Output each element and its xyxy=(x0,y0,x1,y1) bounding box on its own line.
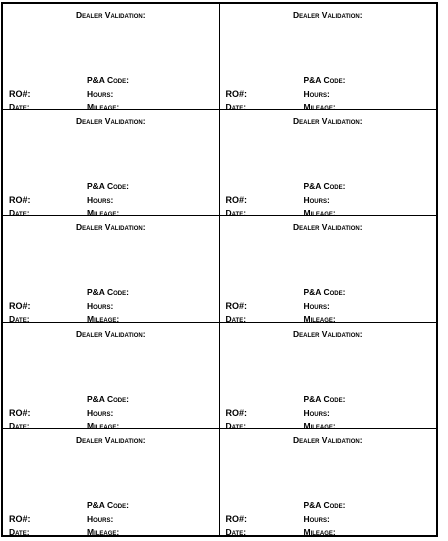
hours-label: Hours: xyxy=(87,513,114,524)
pa-code-label: P&A Code: xyxy=(87,75,129,85)
ro-number-label: RO#: xyxy=(9,195,31,206)
mileage-label: Mileage: xyxy=(303,526,336,537)
hours-label: Hours: xyxy=(303,195,330,206)
pa-code-label: P&A Code: xyxy=(303,287,346,298)
date-label: Date: xyxy=(225,420,247,431)
dealer-validation-title: Dealer Validation: xyxy=(292,328,363,339)
ro-number-label: RO#: xyxy=(9,407,31,418)
hours-label: Hours: xyxy=(87,89,114,99)
dealer-validation-title: Dealer Validation: xyxy=(292,116,363,127)
date-label: Date: xyxy=(9,102,30,112)
dealer-validation-title: Dealer Validation: xyxy=(75,222,146,233)
dealer-validation-title: Dealer Validation: xyxy=(292,10,363,20)
pa-code-label: P&A Code: xyxy=(87,393,129,404)
hours-label: Hours: xyxy=(87,195,114,206)
mileage-label: Mileage: xyxy=(303,314,336,325)
validation-card xyxy=(3,216,220,325)
validation-card xyxy=(220,110,437,219)
pa-code-label: P&A Code: xyxy=(87,499,129,510)
hours-label: Hours: xyxy=(303,407,330,418)
mileage-label: Mileage: xyxy=(87,420,120,431)
hours-label: Hours: xyxy=(87,407,114,418)
ro-number-label: RO#: xyxy=(225,407,248,418)
dealer-validation-title: Dealer Validation: xyxy=(75,434,146,445)
ro-number-label: RO#: xyxy=(225,195,248,206)
pa-code-label: P&A Code: xyxy=(303,181,346,192)
mileage-label: Mileage: xyxy=(87,208,120,219)
validation-card xyxy=(3,110,220,219)
ro-number-label: RO#: xyxy=(225,513,248,524)
pa-code-label: P&A Code: xyxy=(303,75,346,85)
ro-number-label: RO#: xyxy=(225,301,248,312)
ro-number-label: RO#: xyxy=(225,89,248,99)
validation-card xyxy=(3,429,220,535)
pa-code-label: P&A Code: xyxy=(87,181,129,192)
pa-code-label: P&A Code: xyxy=(303,393,346,404)
dealer-validation-title: Dealer Validation: xyxy=(292,222,363,233)
mileage-label: Mileage: xyxy=(303,102,336,112)
dealer-validation-title: Dealer Validation: xyxy=(75,328,146,339)
ro-number-label: RO#: xyxy=(9,513,31,524)
ro-number-label: RO#: xyxy=(9,301,31,312)
date-label: Date: xyxy=(225,526,247,537)
hours-label: Hours: xyxy=(303,513,330,524)
dealer-validation-title: Dealer Validation: xyxy=(75,10,146,20)
validation-card xyxy=(3,4,220,110)
date-label: Date: xyxy=(225,314,247,325)
validation-card xyxy=(3,323,220,429)
dealer-validation-grid xyxy=(1,2,438,537)
dealer-validation-title: Dealer Validation: xyxy=(75,116,146,127)
mileage-label: Mileage: xyxy=(303,420,336,431)
hours-label: Hours: xyxy=(303,301,330,312)
mileage-label: Mileage: xyxy=(87,102,120,112)
date-label: Date: xyxy=(225,102,247,112)
mileage-label: Mileage: xyxy=(303,208,336,219)
validation-card xyxy=(220,323,437,429)
date-label: Date: xyxy=(9,420,30,431)
hours-label: Hours: xyxy=(303,89,330,99)
validation-card xyxy=(220,4,437,110)
date-label: Date: xyxy=(9,208,30,219)
date-label: Date: xyxy=(9,526,30,537)
validation-card xyxy=(220,216,437,325)
mileage-label: Mileage: xyxy=(87,314,120,325)
pa-code-label: P&A Code: xyxy=(303,499,346,510)
date-label: Date: xyxy=(9,314,30,325)
pa-code-label: P&A Code: xyxy=(87,287,129,298)
date-label: Date: xyxy=(225,208,247,219)
mileage-label: Mileage: xyxy=(87,526,120,537)
dealer-validation-title: Dealer Validation: xyxy=(292,434,363,445)
ro-number-label: RO#: xyxy=(9,89,31,99)
hours-label: Hours: xyxy=(87,301,114,312)
validation-card xyxy=(220,429,437,535)
